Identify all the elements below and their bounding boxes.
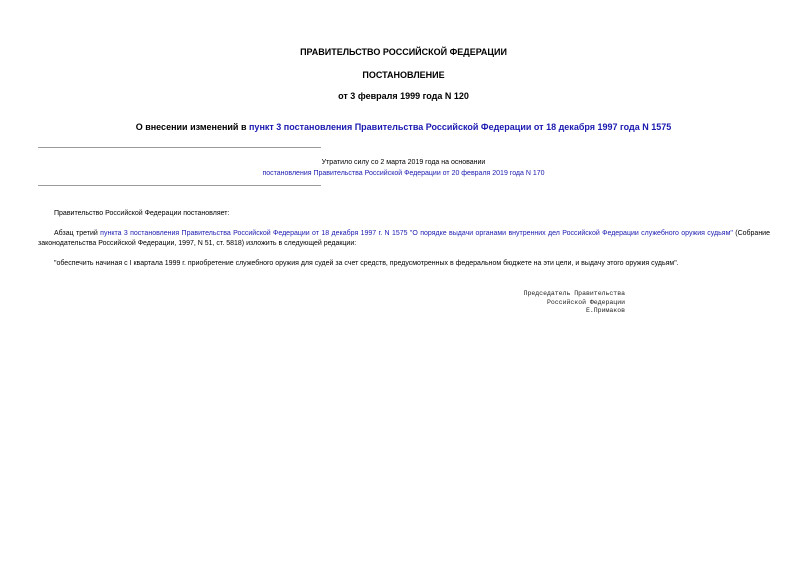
signature-name: Е.Примаков: [585, 307, 625, 314]
amendment-prefix: Абзац третий: [54, 230, 101, 237]
paragraph-decree: Правительство Российской Федерации постановляет:: [54, 210, 230, 217]
title-link[interactable]: пункт 3 постановления Правительства Российской Федерации от 18 декабря 1997 года N 1575: [249, 122, 672, 132]
signature-position: Председатель Правительства: [523, 290, 625, 297]
status-note-link-wrap: [0, 170, 807, 177]
document-title: [0, 122, 807, 132]
paragraph-new-wording: "обеспечить начиная с I квартала 1999 г. приобретение служебного оружия для судей за счет средств, предусмотренных в федеральном бюджете на эти цели, и выдачу этого оружия судьям".: [54, 260, 679, 267]
status-note-link[interactable]: постановления Правительства Российской Федерации от 20 февраля 2019 года N 170: [262, 170, 545, 177]
signature-org: Российской Федерации: [546, 298, 625, 306]
amendment-suffix: (Собрание законодательства Российской Федерации, 1997, N 51, ст. 5818) изложить в следующей редакции:: [38, 230, 770, 247]
government-heading: ПРАВИТЕЛЬСТВО РОССИЙСКОЙ ФЕДЕРАЦИИ: [300, 47, 507, 57]
signature-block: [480, 290, 625, 316]
status-note-line1: Утратило силу со 2 марта 2019 года на основании: [321, 159, 486, 166]
title-prefix: О внесении изменений в: [135, 122, 249, 132]
amendment-link[interactable]: пункта 3 постановления Правительства Российской Федерации от 18 декабря 1997 г. N 1575 "О порядке выдачи органами внутренних дел Российской Федерации служебного оружия судьям": [100, 230, 733, 237]
paragraph-amendment: [38, 229, 770, 249]
document-date-number: от 3 февраля 1999 года N 120: [338, 91, 469, 101]
divider-top: [38, 147, 321, 148]
divider-bottom: [38, 185, 321, 186]
document-type: ПОСТАНОВЛЕНИЕ: [362, 70, 445, 80]
